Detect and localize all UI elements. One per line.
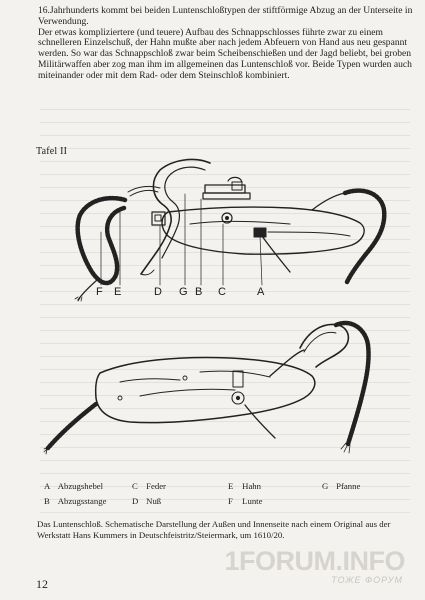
watermark-logo: 1FORUM.INFO [224,546,405,576]
lunte-inner-right [336,323,369,444]
callout-d: D [154,286,162,298]
legend-key: E [228,481,234,491]
legend-item-b [44,496,106,506]
callout-c: C [218,286,226,298]
callout-a: A [257,286,265,298]
legend-label: Feder [146,481,166,491]
legend-label: Hahn [242,481,261,491]
legend-label: Abzugsstange [57,496,107,506]
legend-item-a [44,481,103,491]
legend-key: C [132,481,138,491]
legend-label: Pfanne [336,481,361,491]
legend-key: D [132,496,139,506]
lock-outer-side [75,159,384,301]
legend-label: Abzugshebel [57,481,104,491]
legend-item-f [228,496,262,506]
legend-item-d [132,496,161,506]
legend-row [40,496,380,511]
legend-key: F [228,496,233,506]
lunte-inner-left [48,404,96,448]
legend-item-c [132,481,166,491]
plate-title: Tafel II [36,146,68,157]
intro-paragraph-1: 16.Jahrhunderts kommt bei beiden Luntenschloßtypen der stiftförmige Abzug an der Unterseite in Verwendung. [38,5,413,27]
lock-plate-inner [96,358,315,423]
lock-inner-side [44,323,369,454]
watermark-tagline: ТОЖЕ ФОРУМ [331,575,403,585]
intro-paragraph-2: Der etwas kompliziertere (und teuere) Aufbau des Schnappschlosses führte zwar zu einem schnelleren Einzelschuß, der Hahn mußte aber nach jedem Abfeuern von Hand aus neu gespannt werden. So war das Schnappschloß zwar beim Scheibenschießen und der Jagd beliebt, bei groben Militärwaffen aber zog man ihm im allgemeinen das Luntenschloß vor. Beide Typen wurden auch miteinander oder mit dem Rad- oder dem Steinschloß kombiniert. [38,26,412,81]
callout-g: G [179,286,188,298]
legend-key: B [44,496,50,506]
serpentine-inner [300,324,348,367]
callout-b: B [195,286,203,298]
legend-key: G [322,481,329,491]
legend-item-e [228,481,261,491]
legend-label: Nuß [146,496,162,506]
page-number: 12 [36,577,48,591]
serpentine-outer [141,159,210,274]
figure-caption: Das Luntenschloß. Schematische Darstellung der Außen und Innenseite nach einem Original aus der Werkstatt Hans Kummers in Deutschfeistritz/Steiermark, um 1610/20. [37,519,391,540]
figure-legend [40,481,380,511]
legend-key: A [44,481,51,491]
callout-e: E [114,286,122,298]
legend-label: Lunte [242,496,263,506]
legend-row [40,481,380,496]
callout-f: F [96,286,103,298]
legend-item-g [322,481,360,491]
